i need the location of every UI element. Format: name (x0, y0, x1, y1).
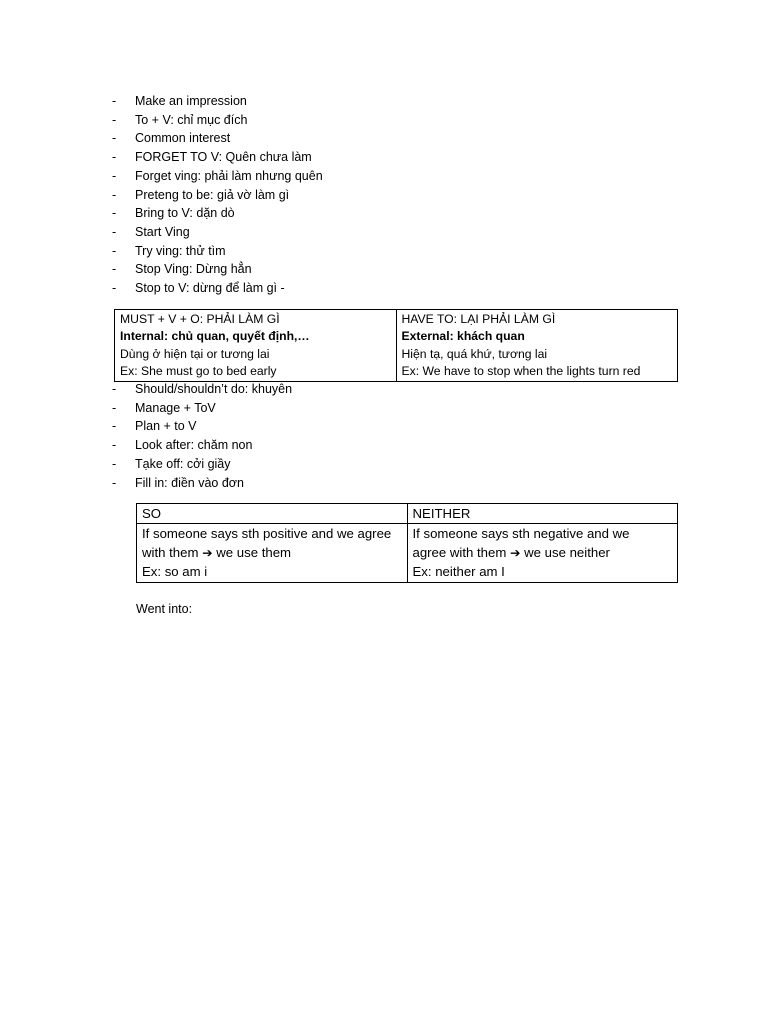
bullet-dash: - (112, 400, 117, 415)
list-item-text: Start Ving (135, 224, 190, 239)
table-row (137, 504, 678, 524)
neither-rule-prefix: agree with them (412, 545, 507, 561)
bullet-dash: - (112, 150, 117, 165)
so-rule-prefix: with them (142, 545, 199, 561)
list-item-text: FORGET TO V: Quên chưa làm (135, 150, 312, 165)
have-to-external: External: khách quan (401, 329, 525, 344)
list-item-text: Preteng to be: giả vờ làm gì (135, 187, 290, 202)
list-item (112, 380, 292, 399)
bullet-dash: - (112, 475, 117, 490)
must-vs-have-to-table (114, 309, 678, 382)
vocab-list-top (112, 92, 323, 298)
table-row (115, 310, 678, 382)
so-rule-line1: If someone says sth positive and we agree (142, 526, 392, 541)
so-body-cell (137, 524, 408, 583)
right-arrow-icon: ➔ (202, 545, 213, 561)
have-to-usage: Hiện tạ, quá khứ, tương lai (401, 346, 548, 361)
list-item-text: Common interest (135, 131, 231, 146)
list-item-text: Stop Ving: Dừng hẳn (135, 262, 252, 277)
list-item (112, 129, 323, 148)
neither-heading: NEITHER (412, 506, 471, 521)
so-rule-suffix: we use them (212, 545, 292, 561)
list-item (112, 92, 323, 111)
list-item-text: To + V: chỉ mục đích (135, 112, 248, 127)
list-item (112, 417, 292, 436)
right-arrow-icon: ➔ (510, 545, 521, 561)
bullet-dash: - (112, 281, 117, 296)
neither-rule-suffix: we use neither (520, 545, 610, 561)
went-into-note: Went into: (136, 602, 193, 616)
neither-example: Ex: neither am I (412, 564, 505, 580)
list-item-text: Stop to V: dừng để làm gì - (135, 281, 285, 296)
list-item (112, 436, 292, 455)
list-item-text: Try ving: thử tìm (135, 243, 226, 258)
bullet-dash: - (112, 168, 117, 183)
list-item-text: Manage + ToV (135, 400, 216, 415)
list-item (112, 204, 323, 223)
so-example: Ex: so am i (142, 564, 208, 580)
must-heading: MUST + V + O: PHẢI LÀM GÌ (120, 312, 280, 326)
must-usage: Dùng ở hiện tại or tương lai (120, 346, 270, 361)
list-item (112, 186, 323, 205)
list-item (112, 279, 323, 298)
bullet-dash: - (112, 262, 117, 277)
list-item (112, 111, 323, 130)
so-heading: SO (142, 506, 162, 521)
list-item (112, 223, 323, 242)
bullet-dash: - (112, 243, 117, 258)
bullet-dash: - (112, 131, 117, 146)
have-to-example: Ex: We have to stop when the lights turn red (401, 363, 641, 378)
list-item-text: Make an impression (135, 94, 247, 108)
bullet-dash: - (112, 206, 117, 221)
bullet-dash: - (112, 224, 117, 239)
bullet-dash: - (112, 456, 117, 471)
list-item-text: Look after: chăm non (135, 438, 253, 453)
have-to-cell (396, 310, 678, 382)
table-row (137, 524, 678, 583)
bullet-dash: - (112, 438, 117, 453)
so-heading-cell (137, 504, 408, 524)
list-item-text: Should/shouldn’t do: khuyên (135, 382, 293, 396)
list-item (112, 148, 323, 167)
have-to-heading: HAVE TO: LẠI PHẢI LÀM GÌ (401, 312, 556, 326)
bullet-dash: - (112, 112, 117, 127)
vocab-list-bottom (112, 380, 292, 492)
must-cell (115, 310, 397, 382)
list-item-text: Plan + to V (135, 419, 197, 434)
list-item (112, 167, 323, 186)
so-rule-line2 (142, 543, 402, 562)
list-item-text: Tạke off: cởi giầy (135, 456, 231, 471)
list-item (112, 399, 292, 418)
must-example: Ex: She must go to bed early (120, 363, 277, 378)
so-vs-neither-table (136, 503, 678, 583)
bullet-dash: - (112, 419, 117, 434)
list-item (112, 474, 292, 493)
list-item (112, 242, 323, 261)
list-item-text: Bring to V: dặn dò (135, 206, 235, 221)
neither-body-cell (407, 524, 678, 583)
neither-rule-line2 (413, 543, 673, 562)
list-item-text: Fill in: điền vào đơn (135, 475, 244, 490)
bullet-dash: - (112, 382, 117, 396)
list-item (112, 260, 323, 279)
bullet-dash: - (112, 187, 117, 202)
neither-rule-line1: If someone says sth negative and we (412, 526, 630, 541)
must-internal: Internal: chủ quan, quyết định,… (120, 329, 310, 344)
bullet-dash: - (112, 94, 117, 108)
list-item-text: Forget ving: phải làm nhưng quên (135, 168, 323, 183)
list-item (112, 455, 292, 474)
neither-heading-cell (407, 504, 678, 524)
